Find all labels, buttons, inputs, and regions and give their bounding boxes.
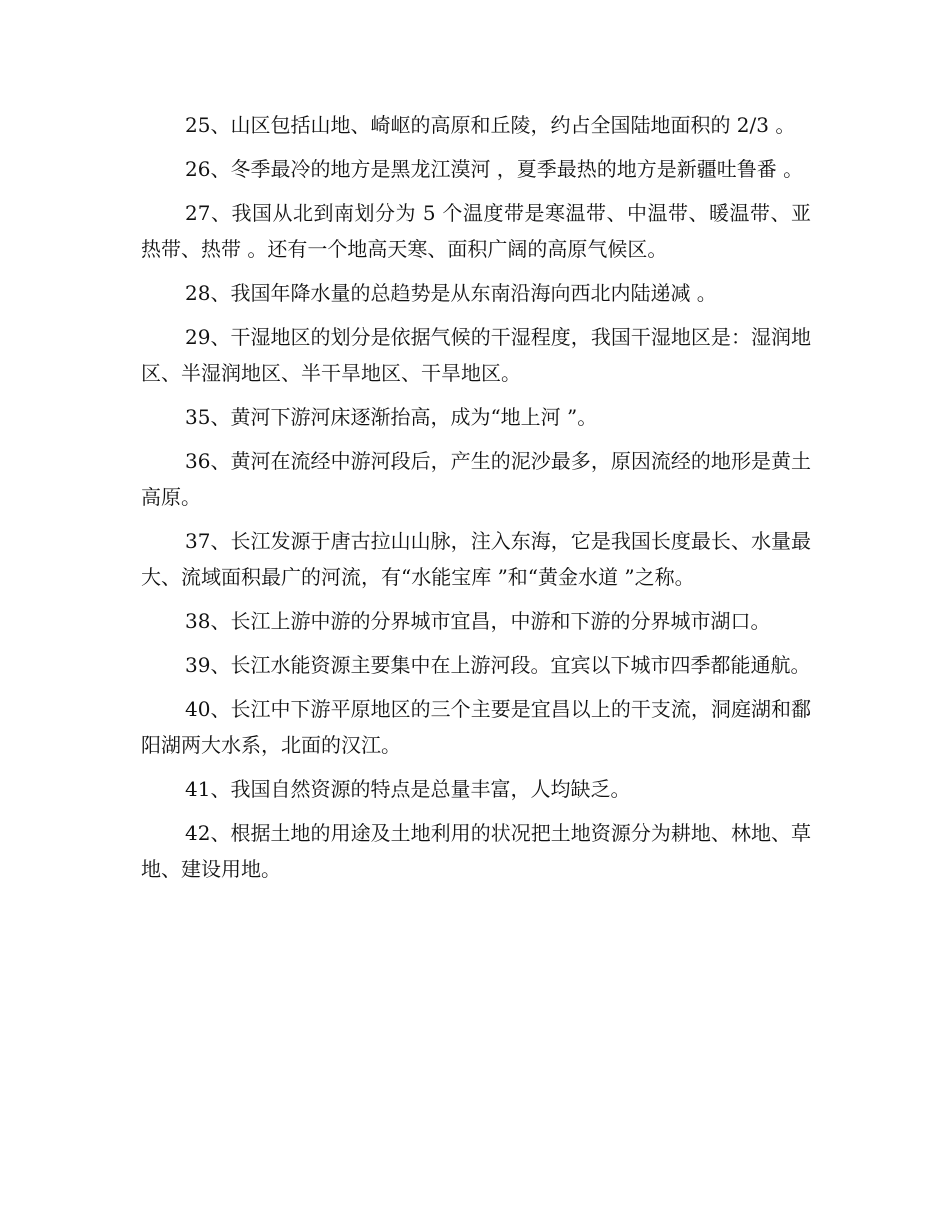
paragraph-42: 42、根据土地的用途及土地利用的状况把土地资源分为耕地、林地、草地、建设用地。 [141, 821, 811, 881]
paragraph-25: 25、山区包括山地、崎岖的高原和丘陵，约占全国陆地面积的 2/3 。 [185, 113, 796, 137]
paragraph-29: 29、干湿地区的划分是依据气候的干湿程度，我国干湿地区是：湿润地区、半湿润地区、半干旱地区、干旱地区。 [141, 325, 811, 385]
paragraph-37: 37、长江发源于唐古拉山山脉，注入东海，它是我国长度最长、水量最大、流域面积最广的河流，有“水能宝库 ”和“黄金水道 ”之称。 [141, 529, 811, 589]
paragraph-36: 36、黄河在流经中游河段后，产生的泥沙最多，原因流经的地形是黄土高原。 [141, 449, 811, 509]
document-body [141, 107, 811, 895]
paragraph-35: 35、黄河下游河床逐渐抬高，成为“地上河 ”。 [185, 405, 598, 429]
paragraph-40: 40、长江中下游平原地区的三个主要是宜昌以上的干支流，洞庭湖和鄱阳湖两大水系，北面的汉江。 [141, 697, 811, 757]
paragraph-41: 41、我国自然资源的特点是总量丰富，人均缺乏。 [185, 777, 631, 801]
paragraph-28: 28、我国年降水量的总趋势是从东南沿海向西北内陆递减 。 [185, 281, 717, 305]
paragraph-39: 39、长江水能资源主要集中在上游河段。宜宾以下城市四季都能通航。 [185, 653, 811, 677]
paragraph-38: 38、长江上游中游的分界城市宜昌，中游和下游的分界城市湖口。 [185, 609, 771, 633]
paragraph-27: 27、我国从北到南划分为 5 个温度带是寒温带、中温带、暖温带、亚热带、热带 。还有一个地高天寒、面积广阔的高原气候区。 [141, 201, 811, 261]
paragraph-26: 26、冬季最冷的地方是黑龙江漠河 ，夏季最热的地方是新疆吐鲁番 。 [185, 157, 804, 181]
